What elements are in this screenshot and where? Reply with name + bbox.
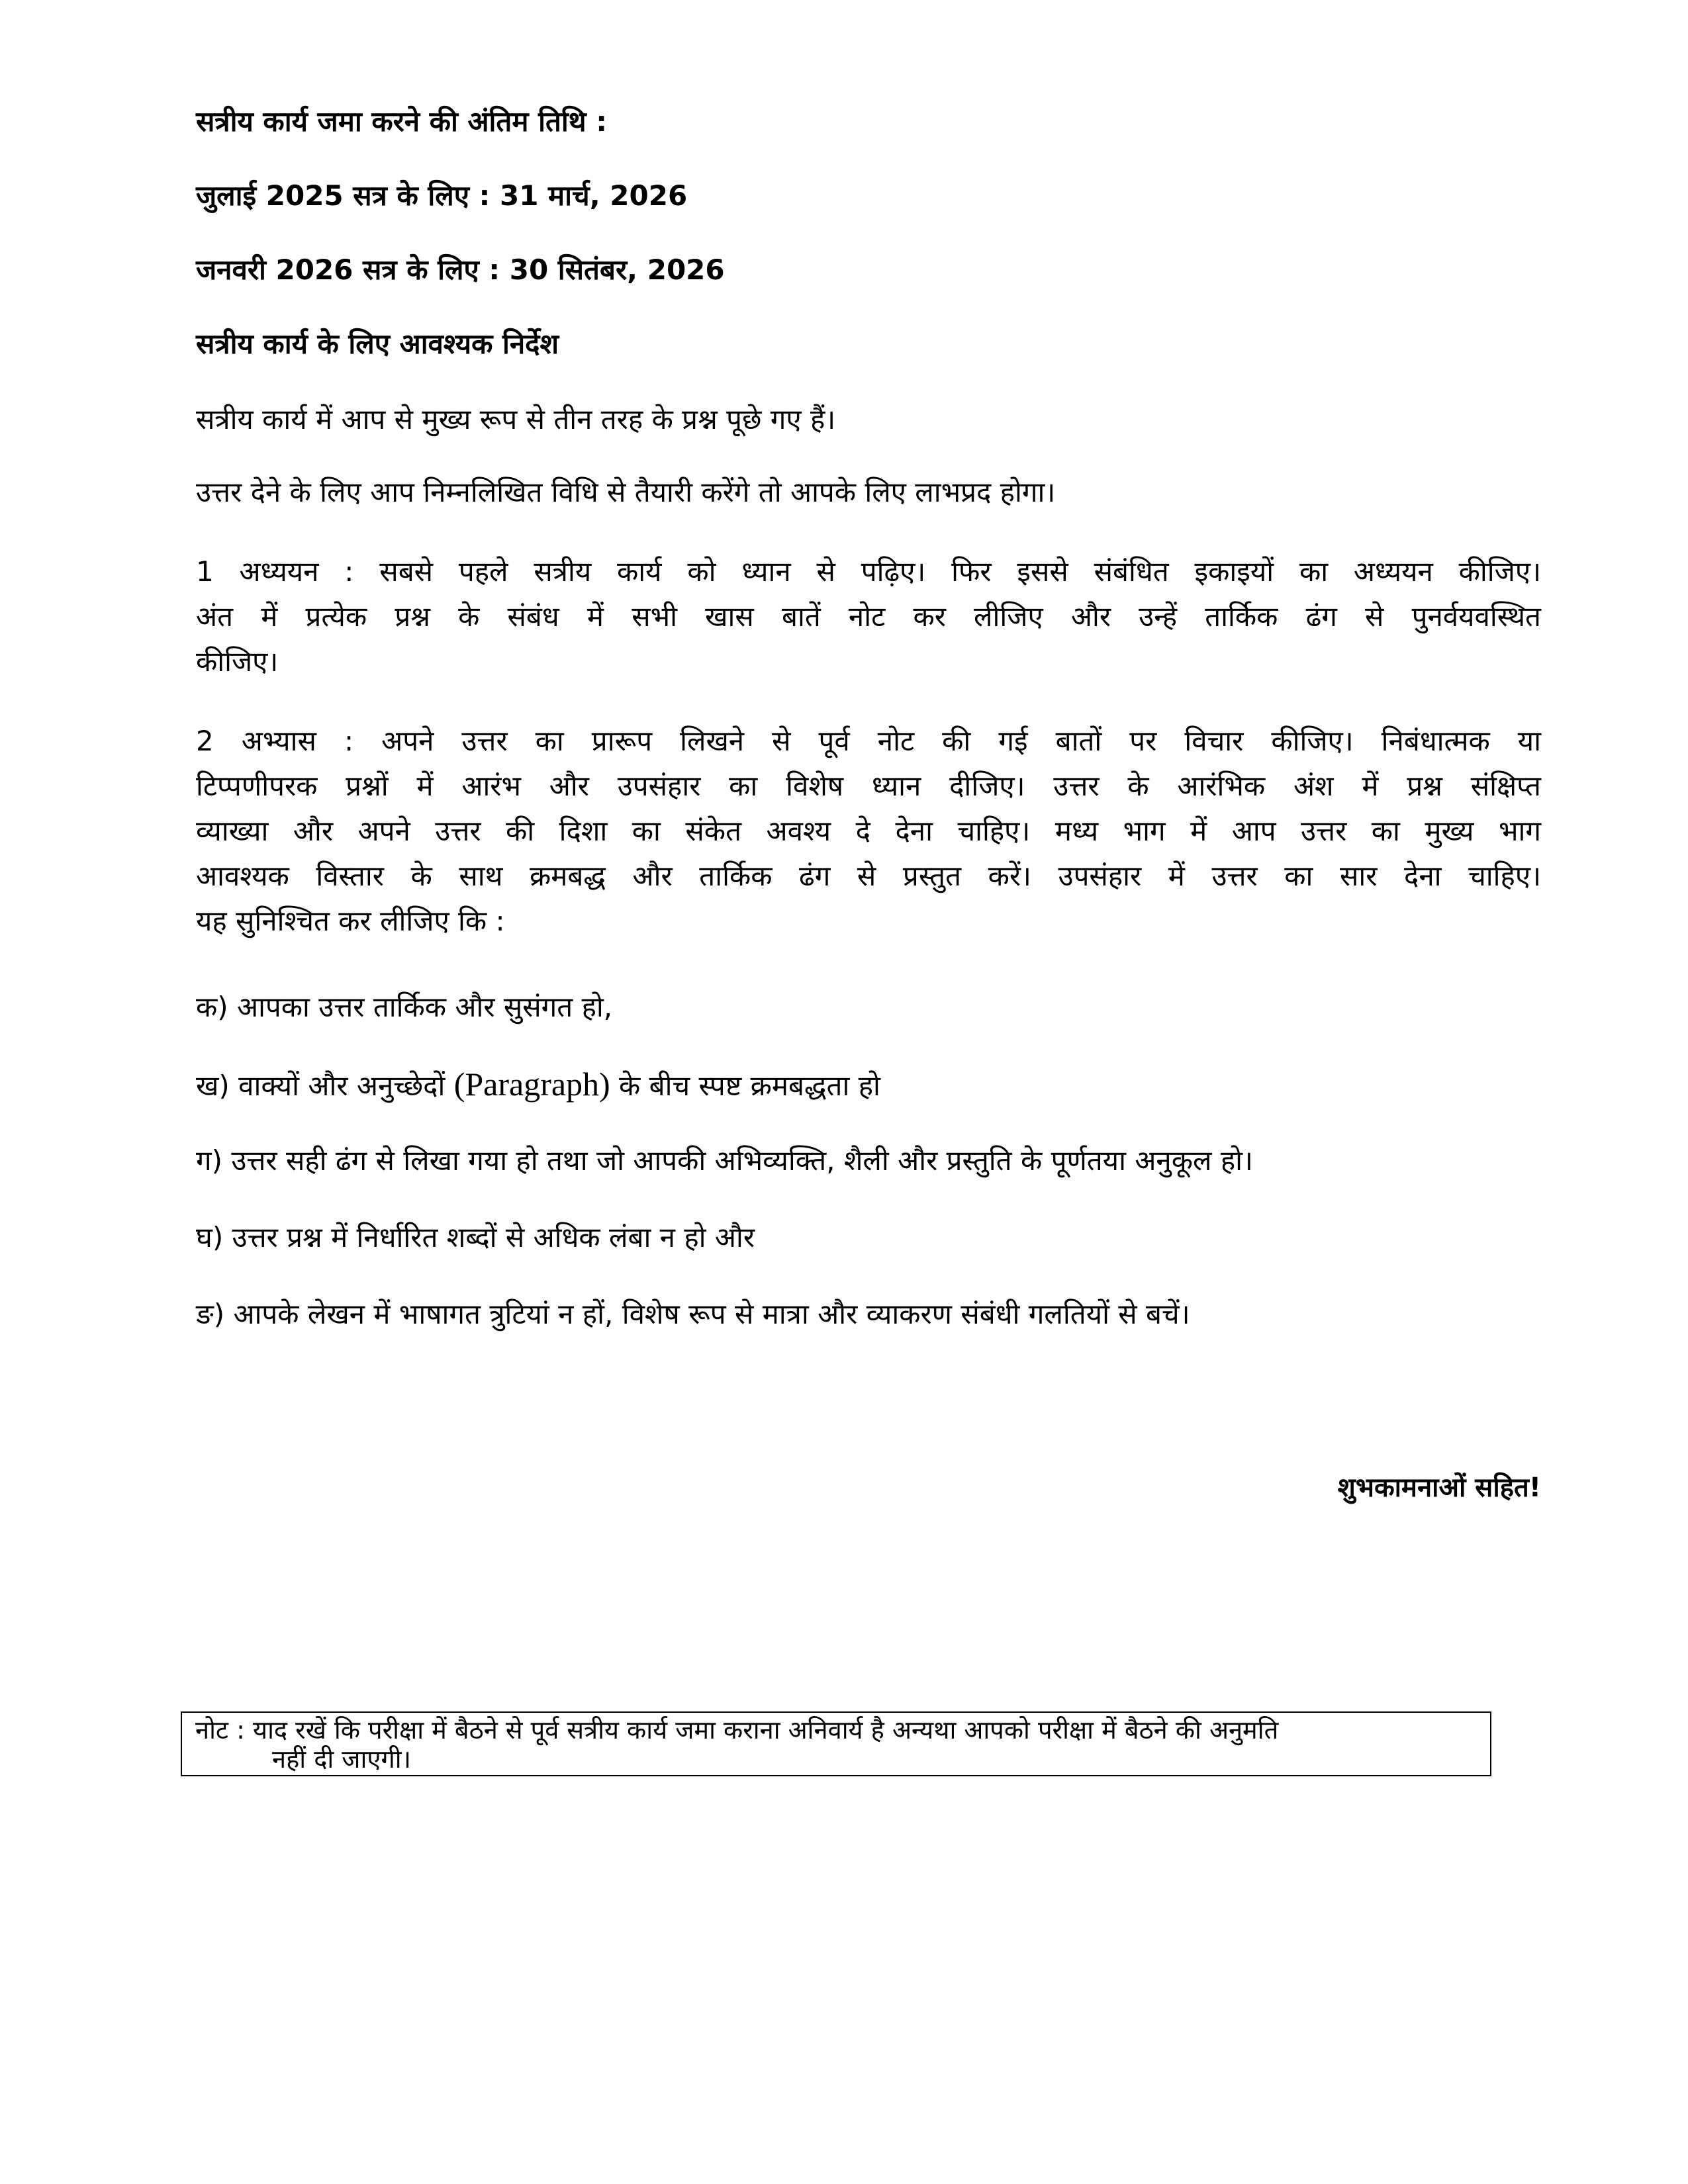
point-2-line-3: व्याख्या और अपने उत्तर की दिशा का संकेत अवश्य दे देना चाहिए। मध्य भाग में आप उत्तर का मुख्य भाग [196, 815, 1541, 847]
point-1-line-2: अंत में प्रत्येक प्रश्न के संबंध में सभी खास बातें नोट कर लीजिए और उन्हें तार्किक ढंग से पुनर्वयवस्थित [196, 600, 1541, 633]
point-2-practice [196, 719, 1541, 944]
point-1-study [196, 549, 1541, 684]
checklist-item-c: ग) उत्तर सही ढंग से लिखा गया हो तथा जो आपकी अभिव्यक्ति, शैली और प्रस्तुति के पूर्णतया अनुकूल हो। [196, 1144, 1253, 1177]
note-box [181, 1711, 1491, 1776]
intro-line-1: सत्रीय कार्य में आप से मुख्य रूप से तीन तरह के प्रश्न पूछे गए हैं। [196, 403, 836, 435]
deadline-heading: सत्रीय कार्य जमा करने की अंतिम तिथि : [196, 105, 608, 138]
checklist-item-b [196, 1062, 1540, 1109]
point-1-line-3: कीजिए। [196, 645, 279, 678]
checklist-item-e: ङ) आपके लेखन में भाषागत त्रुटियां न हों, विशेष रूप से मात्रा और व्याकरण संबंधी गलतियों से बचें। [196, 1298, 1190, 1330]
point-2-line-1: 2 अभ्यास : अपने उत्तर का प्रारूप लिखने से पूर्व नोट की गई बातों पर विचार कीजिए। निबंधात्मक या [196, 725, 1541, 757]
january-session-deadline: जनवरी 2026 सत्र के लिए : 30 सितंबर, 2026 [196, 253, 725, 286]
point-1-line-1: 1 अध्ययन : सबसे पहले सत्रीय कार्य को ध्यान से पढ़िए। फिर इससे संबंधित इकाइयों का अध्ययन कीजिए। [196, 555, 1541, 588]
point-2-line-4: आवश्यक विस्तार के साथ क्रमबद्ध और तार्किक ढंग से प्रस्तुत करें। उपसंहार में उत्तर का सार देना चाहिए। [196, 860, 1541, 892]
signoff: शुभकामनाओं सहित! [1337, 1473, 1541, 1503]
checklist-item-d: घ) उत्तर प्रश्न में निर्धारित शब्दों से अधिक लंबा न हो और [196, 1221, 755, 1253]
point-2-line-2: टिप्पणीपरक प्रश्नों में आरंभ और उपसंहार का विशेष ध्यान दीजिए। उत्तर के आरंभिक अंश में प्रश्न संक्षिप्त [196, 770, 1541, 802]
july-session-deadline: जुलाई 2025 सत्र के लिए : 31 मार्च, 2026 [196, 179, 688, 212]
checklist-item-b-rest: के बीच स्पष्ट क्रमबद्धता हो [610, 1069, 880, 1102]
instructions-heading: सत्रीय कार्य के लिए आवश्यक निर्देश [196, 328, 559, 360]
intro-line-2: उत्तर देने के लिए आप निम्नलिखित विधि से तैयारी करेंगे तो आपके लिए लाभप्रद होगा। [196, 476, 1056, 508]
checklist-item-b-text: ख) वाक्यों और अनुच्छेदों [196, 1069, 454, 1102]
checklist-item-a: क) आपका उत्तर तार्किक और सुसंगत हो, [196, 991, 613, 1023]
note-line-2: नहीं दी जाएगी। [272, 1745, 411, 1774]
note-line-1: नोट : याद रखें कि परीक्षा में बैठने से पूर्व सत्रीय कार्य जमा कराना अनिवार्य है अन्यथा आपको परीक्षा में बैठने की अनुमति [195, 1715, 1279, 1745]
point-2-line-5: यह सुनिश्चित कर लीजिए कि : [196, 905, 505, 937]
checklist-item-b-latin: (Paragraph) [453, 1066, 610, 1103]
